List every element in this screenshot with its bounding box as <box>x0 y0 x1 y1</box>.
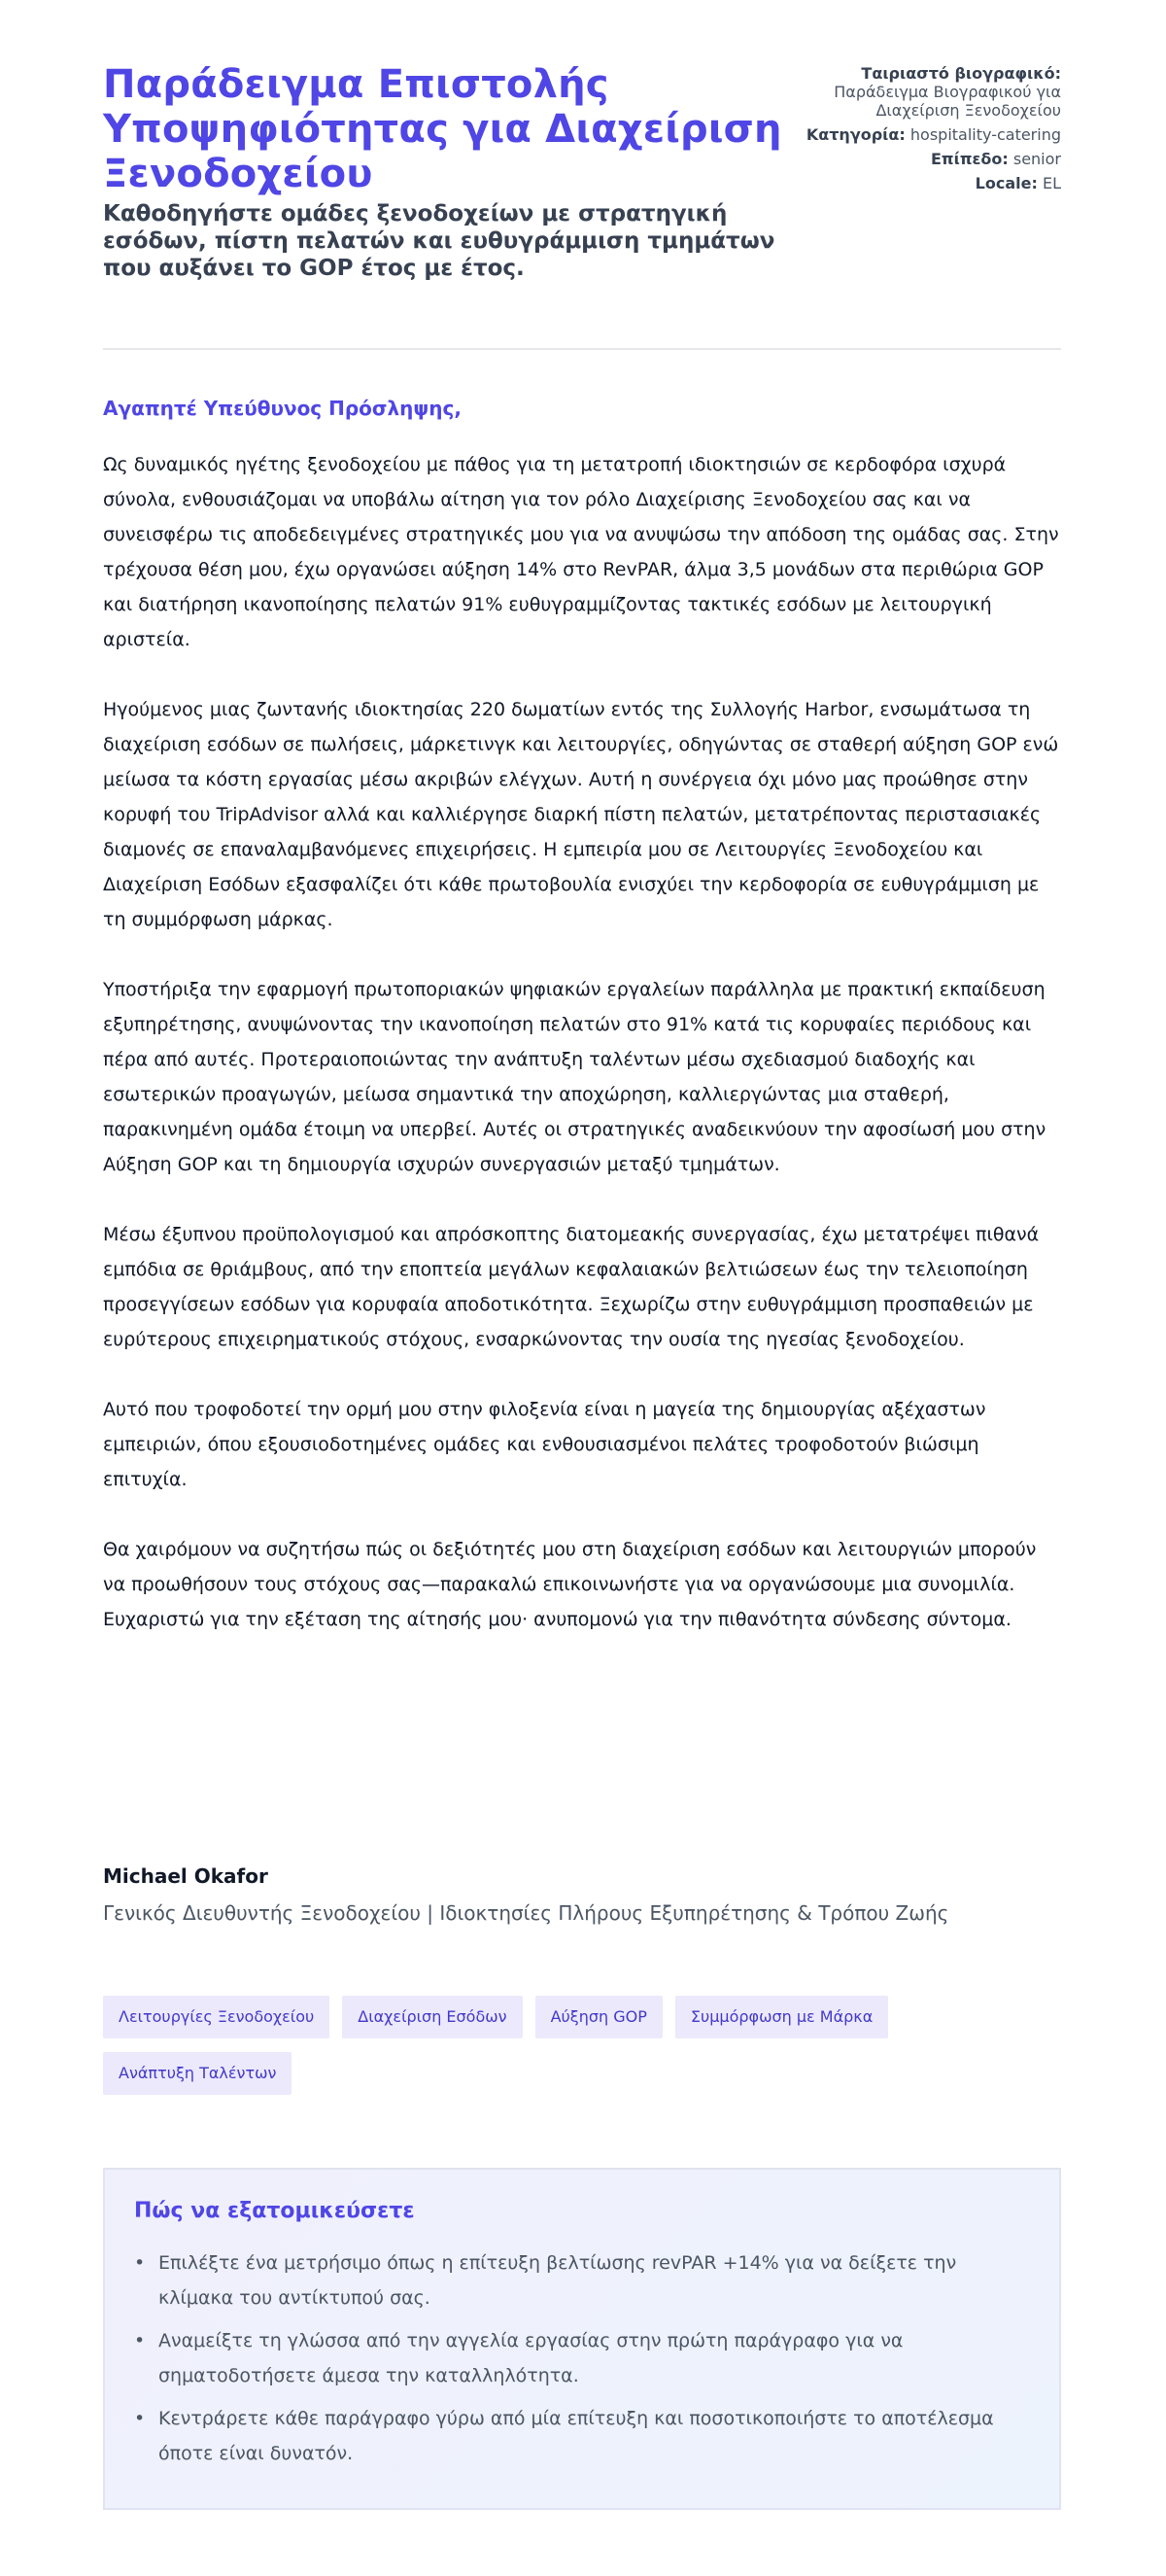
meta-value: EL <box>1042 174 1061 192</box>
title-block <box>103 62 783 282</box>
cover-letter-page <box>103 0 1061 2464</box>
page-title: Παράδειγμα Επιστολής Υποψηφιότητας για Διαχείριση Ξενοδοχείου <box>103 62 782 196</box>
paragraph: Αυτό που τροφοδοτεί την ορμή μου στην φιλοξενία είναι η μαγεία της δημιουργίας αξέχαστων εμπειριών, όπου εξουσιοδοτημένες ομάδες και ενθουσιασμένοι πελάτες τροφοδοτούν βιώσιμη επιτυχία. <box>103 1399 986 1490</box>
page-subtitle: Καθοδηγήστε ομάδες ξενοδοχείων με στρατηγική εσόδων, πίστη πελατών και ευθυγράμμιση τμημάτων που αυξάνει το GOP έτος με έτος. <box>103 201 775 281</box>
meta-matched-resume <box>799 64 1061 120</box>
skill-tag[interactable]: Συμμόρφωση με Μάρκα <box>675 1996 888 2038</box>
meta-value: hospitality-catering <box>909 125 1061 144</box>
letter-body <box>103 447 1061 1672</box>
skill-tag[interactable]: Λειτουργίες Ξενοδοχείου <box>103 1996 329 2038</box>
skill-tag[interactable]: Ανάπτυξη Ταλέντων <box>103 2052 292 2095</box>
tips-list <box>134 2245 1030 2471</box>
paragraph: Ως δυναμικός ηγέτης ξενοδοχείου με πάθος για τη μετατροπή ιδιοκτησιών σε κερδοφόρα ισχυρά σύνολα, ενθουσιάζομαι να υποβάλω αίτηση για τον ρόλο Διαχείρισης Ξενοδοχείου σας και να συνεισφέρω τις αποδεδειγμένες στρατηγικές μου για να ανυψώσω την απόδοση της ομάδας σας. Στην τρέχουσα θέση μου, έχω οργανώσει αύξηση 14% στο RevPAR, άλμα 3,5 μονάδων στα περιθώρια GOP και διατήρηση ικανοποίησης πελατών 91% ευθυγραμμίζοντας τακτικές εσόδων με λειτουργική αριστεία. <box>103 454 1059 650</box>
meta-label: Κατηγορία: <box>806 125 906 144</box>
signature-title: Γενικός Διευθυντής Ξενοδοχείου | Ιδιοκτησίες Πλήρους Εξυπηρέτησης & Τρόπου Ζωής <box>103 1901 949 1925</box>
meta-label: Ταιριαστό βιογραφικό: <box>861 64 1061 83</box>
meta-category <box>799 125 1061 144</box>
customization-tips <box>103 2168 1061 2510</box>
meta-label: Locale: <box>975 174 1038 192</box>
meta-value: senior <box>1012 150 1061 168</box>
paragraph: Ηγούμενος μιας ζωντανής ιδιοκτησίας 220 δωματίων εντός της Συλλογής Harbor, ενσωμάτωσα τη διαχείριση εσόδων σε πωλήσεις, μάρκετινγκ και λειτουργίες, οδηγώντας σε σταθερή αύξηση GOP ενώ μείωσα τα κόστη εργασίας μέσω ακριβών ελέγχων. Αυτή η συνέργεια όχι μόνο μας προώθησε στην κορυφή του TripAdvisor αλλά και καλλιέργησε διαρκή πίστη πελατών, μετατρέποντας περιστασιακές διαμονές σε επαναλαμβανόμενες επιχειρήσεις. Η εμπειρία μου σε Λειτουργίες Ξενοδοχείου και Διαχείριση Εσόδων εξασφαλίζει ότι κάθε πρωτοβουλία ενισχύει την κερδοφορία σε ευθυγράμμιση με τη συμμόρφωση μάρκας. <box>103 699 1059 930</box>
skill-tags <box>103 1996 977 2095</box>
page-header <box>103 0 1061 350</box>
meta-info <box>799 64 1061 198</box>
tips-title: Πώς να εξατομικεύσετε <box>134 2199 415 2223</box>
paragraph: Υποστήριξα την εφαρμογή πρωτοποριακών ψηφιακών εργαλείων παράλληλα με πρακτική εκπαίδευση εξυπηρέτησης, ανυψώνοντας την ικανοποίηση πελατών στο 91% κατά τις κορυφαίες περιόδους και πέρα από αυτές. Προτεραιοποιώντας την ανάπτυξη ταλέντων μέσω σχεδιασμού διαδοχής και εσωτερικών προαγωγών, μείωσα σημαντικά την αποχώρηση, καλλιεργώντας μια σταθερή, παρακινημένη ομάδα έτοιμη να υπερβεί. Αυτές οι στρατηγικές αναδεικνύουν την αφοσίωσή μου στην Αύξηση GOP και τη δημιουργία ισχυρών συνεργασιών μεταξύ τμημάτων. <box>103 979 1046 1175</box>
meta-locale <box>799 174 1061 192</box>
meta-label: Επίπεδο: <box>931 150 1009 168</box>
signature-name: Michael Okafor <box>103 1864 268 1888</box>
paragraph: Μέσω έξυπνου προϋπολογισμού και απρόσκοπτης διατομεακής συνεργασίας, έχω μετατρέψει πιθανά εμπόδια σε θριάμβους, από την εποπτεία μεγάλων κεφαλαιακών βελτιώσεων έως την τελειοποίηση προσεγγίσεων εσόδων για κορυφαία αποδοτικότητα. Ξεχωρίζω στην ευθυγράμμιση προσπαθειών με ευρύτερους επιχειρηματικούς στόχους, ενσαρκώνοντας την ουσία της ηγεσίας ξενοδοχείου. <box>103 1224 1040 1350</box>
tip-item: • Επιλέξτε ένα μετρήσιμο όπως η επίτευξη βελτίωσης revPAR +14% για να δείξετε την κλίμακα του αντίκτυπού σας. <box>134 2245 1030 2315</box>
signature <box>103 1862 948 1928</box>
skill-tag[interactable]: Διαχείριση Εσόδων <box>342 1996 522 2038</box>
skill-tag[interactable]: Αύξηση GOP <box>535 1996 663 2038</box>
salutation: Αγαπητέ Υπεύθυνος Πρόσληψης, <box>103 397 462 420</box>
meta-level <box>799 150 1061 168</box>
tip-item: • Κεντράρετε κάθε παράγραφο γύρω από μία επίτευξη και ποσοτικοποιήστε το αποτέλεσμα όποτε είναι δυνατόν. <box>134 2401 1030 2471</box>
meta-value: Παράδειγμα Βιογραφικού για Διαχείριση Ξενοδοχείου <box>834 83 1061 120</box>
tip-item: • Αναμείξτε τη γλώσσα από την αγγελία εργασίας στην πρώτη παράγραφο για να σηματοδοτήσετε άμεσα την καταλληλότητα. <box>134 2323 1030 2393</box>
paragraph: Θα χαιρόμουν να συζητήσω πώς οι δεξιότητές μου στη διαχείριση εσόδων και λειτουργιών μπορούν να προωθήσουν τους στόχους σας—παρακαλώ επικοινωνήστε για να οργανώσουμε μια συνομιλία. Ευχαριστώ για την εξέταση της αίτησής μου· ανυπομονώ για την πιθανότητα σύνδεσης σύντομα. <box>103 1539 1037 1630</box>
